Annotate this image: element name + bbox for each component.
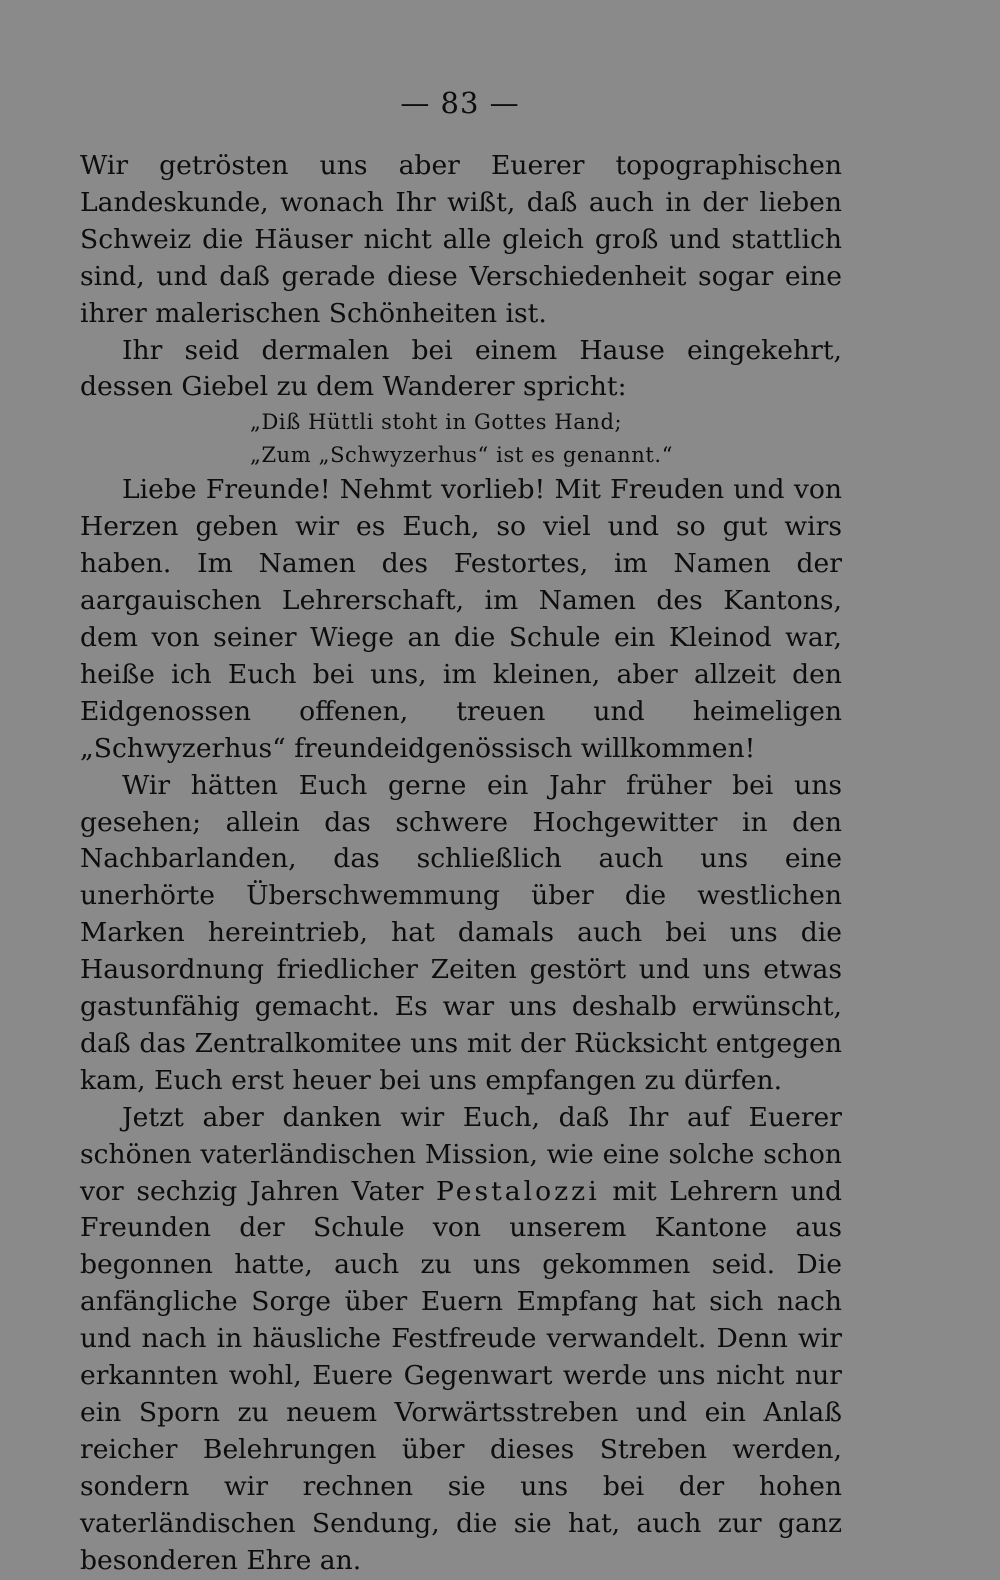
verse-line-2: „Zum „Schwyzerhus“ ist es genannt.“ <box>250 443 674 468</box>
paragraph-3: Liebe Freunde! Nehmt vorlieb! Mit Freuden und von Herzen geben wir es Euch, so viel und so gut wirs haben. Im Namen des Festortes, im Namen der aargauischen Lehrerschaft, im Namen des Kantons, dem von seiner Wiege an die Schule ein Kleinod war, heiße ich Euch bei uns, im kleinen, aber allzeit den Eidgenossen offenen, treuen und heimeligen „Schwyzerhus“ freundeidgenössisch willkommen! <box>80 474 842 764</box>
paragraph-2: Ihr seid dermalen bei einem Hause eingekehrt, dessen Giebel zu dem Wanderer spricht: <box>80 334 842 403</box>
page-number: — 83 — <box>400 86 520 120</box>
paragraph-5 <box>80 1100 842 1580</box>
verse-quote <box>250 406 842 472</box>
paragraph-1: Wir getrösten uns aber Euerer topographischen Landeskunde, wonach Ihr wißt, daß auch in der lieben Schweiz die Häuser nicht alle gleich groß und stattlich sind, und daß gerade diese Verschiedenheit sogar eine ihrer malerischen Schönheiten ist. <box>80 150 842 329</box>
paragraph-5-start: Jetzt aber danken wir Euch, daß Ihr auf Euerer schönen vaterländischen Mission, wie eine solche schon vor sechzig Jahren Vater <box>80 1101 842 1207</box>
name-pestalozzi: Pestalozzi <box>436 1175 600 1207</box>
body-text <box>80 148 842 1580</box>
paragraph-5-end: mit Lehrern und Freunden der Schule von unserem Kantone aus begonnen hatte, auch zu uns gekommen seid. Die anfängliche Sorge über Euern Empfang hat sich nach und nach in häusliche Festfreude verwandelt. Denn wir erkannten wohl, Euere Gegenwart werde uns nicht nur ein Sporn zu neuem Vorwärtsstreben und ein Anlaß reicher Belehrungen über dieses Streben werden, sondern wir rechnen sie uns bei der hohen vaterländischen Sendung, die sie hat, auch zur ganz besonderen Ehre an. <box>80 1175 842 1576</box>
verse-line-1: „Diß Hüttli stoht in Gottes Hand; <box>250 410 623 435</box>
paragraph-4: Wir hätten Euch gerne ein Jahr früher bei uns gesehen; allein das schwere Hochgewitter in den Nachbarlanden, das schließlich auch uns eine unerhörte Überschwemmung über die westlichen Marken hereintrieb, hat damals auch bei uns die Hausordnung friedlicher Zeiten gestört und uns etwas gastunfähig gemacht. Es war uns deshalb erwünscht, daß das Zentralkomitee uns mit der Rücksicht entgegen kam, Euch erst heuer bei uns empfangen zu dürfen. <box>80 769 842 1096</box>
